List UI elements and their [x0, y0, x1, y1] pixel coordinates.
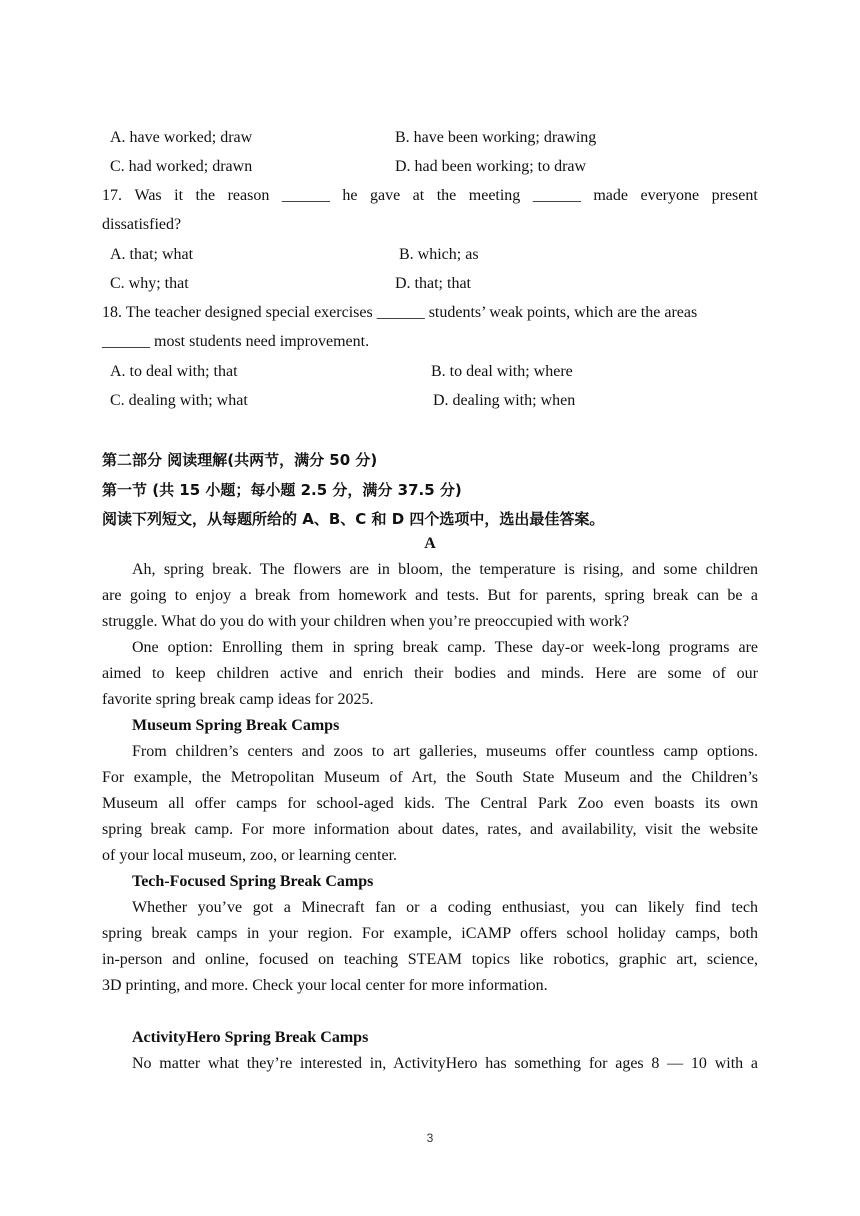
passage-p4-line1: Whether you’ve got a Minecraft fan or a coding enthusiast, you can likely find tech — [132, 899, 758, 916]
q17-stem-word: Was — [134, 187, 162, 204]
q18-stem-line1: 18. The teacher designed special exercises ______ students’ weak points, which are the areas — [102, 304, 698, 321]
heading-museum-camps: Museum Spring Break Camps — [132, 717, 340, 734]
q17-stem-word: reason — [227, 187, 270, 204]
passage-p1-line2: are going to enjoy a break from homework and tests. But for parents, spring break can be a — [102, 587, 758, 604]
q17-stem-word: ______ — [281, 187, 330, 204]
passage-p5-line1: No matter what they’re interested in, ActivityHero has something for ages 8 — 10 with a — [132, 1055, 758, 1072]
passage-p4-line2: spring break camps in your region. For example, iCAMP offers school holiday camps, both — [102, 925, 758, 942]
section1-title: 第一节 (共 15 小题；每小题 2.5 分，满分 37.5 分) — [102, 481, 462, 499]
reading-instruction: 阅读下列短文，从每题所给的 A、B、C 和 D 四个选项中，选出最佳答案。 — [102, 510, 605, 528]
q17-stem-word: he — [342, 187, 358, 204]
heading-tech-camps: Tech-Focused Spring Break Camps — [132, 873, 374, 890]
passage-p4-line4: 3D printing, and more. Check your local center for more information. — [102, 977, 548, 994]
q17-stem-word: it — [174, 187, 184, 204]
q17-stem-word: 17. — [102, 187, 122, 204]
passage-p2-line1: One option: Enrolling them in spring break camp. These day-or week-long programs are — [132, 639, 758, 656]
q16-option-c: C. had worked; drawn — [110, 158, 253, 175]
heading-activityhero-camps: ActivityHero Spring Break Camps — [132, 1029, 369, 1046]
passage-p1-line1: Ah, spring break. The flowers are in bloom, the temperature is rising, and some children — [132, 561, 758, 578]
passage-p3-line2: For example, the Metropolitan Museum of Art, the South State Museum and the Children’s — [102, 769, 758, 786]
passage-p4-line3: in-person and online, focused on teaching STEAM topics like robotics, graphic art, science, — [102, 951, 758, 968]
q17-stem-word: everyone — [640, 187, 700, 204]
q17-stem-word: the — [195, 187, 216, 204]
q18-option-a: A. to deal with; that — [110, 363, 238, 380]
part2-title: 第二部分 阅读理解(共两节，满分 50 分) — [102, 451, 378, 469]
q17-stem-word: the — [436, 187, 457, 204]
q18-option-c: C. dealing with; what — [110, 392, 248, 409]
passage-p2-line2: aimed to keep children active and enrich their bodies and minds. Here are some of our — [102, 665, 758, 682]
q18-option-b: B. to deal with; where — [431, 363, 573, 380]
q18-option-d: D. dealing with; when — [433, 392, 576, 409]
q17-stem-word: made — [593, 187, 628, 204]
q16-option-a: A. have worked; draw — [110, 129, 253, 146]
page-number: 3 — [426, 1131, 434, 1145]
passage-label: A — [424, 535, 436, 552]
passage-p2-line3: favorite spring break camp ideas for 2025. — [102, 691, 374, 708]
q17-stem-line1 — [102, 186, 758, 206]
q18-stem-line2: ______ most students need improvement. — [102, 333, 370, 350]
passage-p3-line3: Museum all offer camps for school-aged kids. The Central Park Zoo even boasts its own — [102, 795, 758, 812]
passage-p1-line3: struggle. What do you do with your children when you’re preoccupied with work? — [102, 613, 630, 630]
q17-option-c: C. why; that — [110, 275, 189, 292]
q17-stem-word: meeting — [468, 187, 521, 204]
q16-option-b: B. have been working; drawing — [395, 129, 597, 146]
q17-stem-word: ______ — [532, 187, 581, 204]
q17-stem-line2: dissatisfied? — [102, 216, 182, 233]
q17-stem-word: gave — [369, 187, 401, 204]
q17-stem-word: at — [412, 187, 425, 204]
q17-stem-word: present — [711, 187, 758, 204]
q17-option-b: B. which; as — [399, 246, 479, 263]
passage-p3-line1: From children’s centers and zoos to art galleries, museums offer countless camp options. — [132, 743, 758, 760]
q17-option-a: A. that; what — [110, 246, 194, 263]
passage-p3-line4: spring break camp. For more information about dates, rates, and availability, visit the website — [102, 821, 758, 838]
passage-p3-line5: of your local museum, zoo, or learning center. — [102, 847, 398, 864]
q17-option-d: D. that; that — [395, 275, 471, 292]
q16-option-d: D. had been working; to draw — [395, 158, 587, 175]
